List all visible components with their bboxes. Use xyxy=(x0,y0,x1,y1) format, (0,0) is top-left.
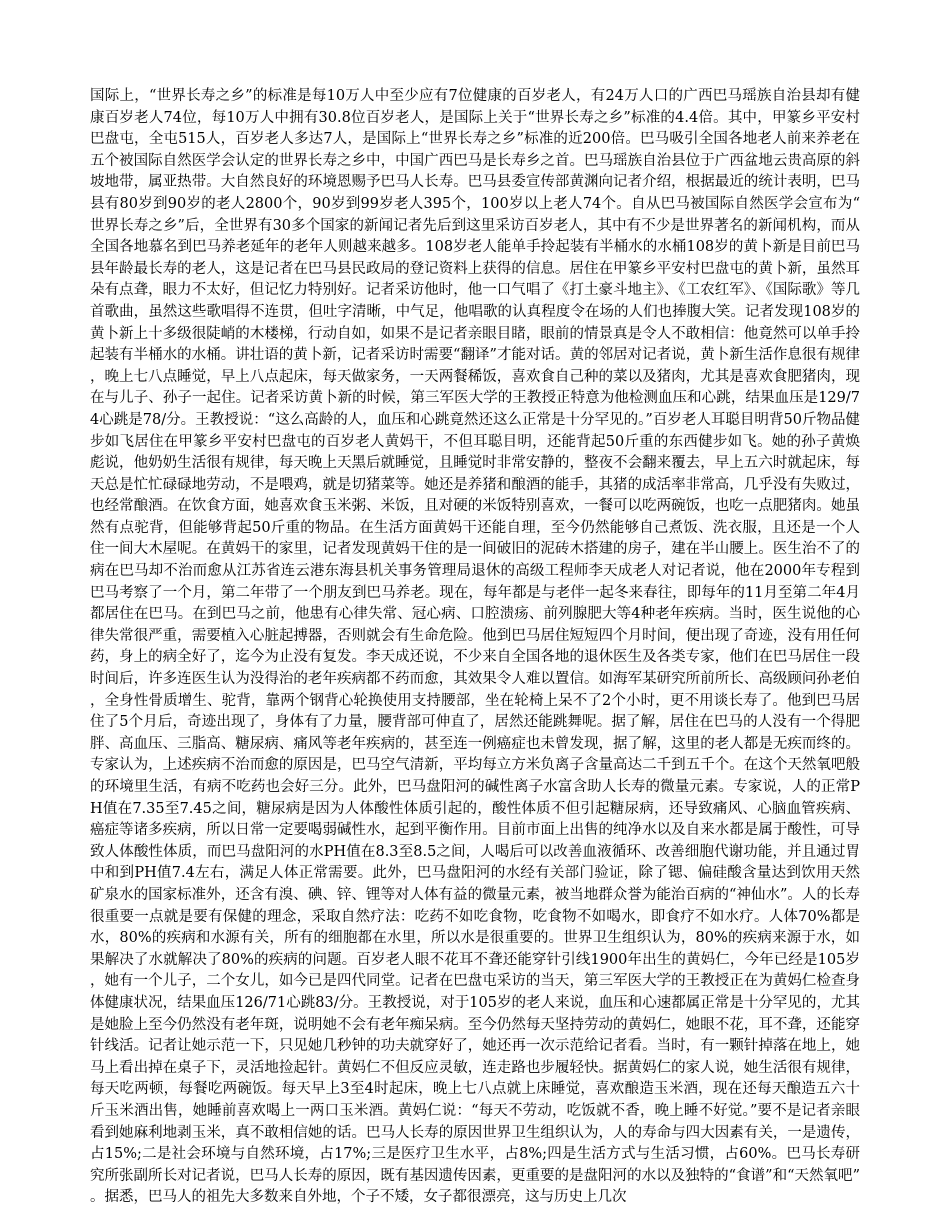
article-body-paragraph: 国际上，“世界长寿之乡”的标准是每10万人中至少应有7位健康的百岁老人，有24万人口的广西巴马瑶族自治县却有健康百岁老人74位，每10万人中拥有30.8位百岁老人，是国际上关于“世界长寿之乡”标准的4.4倍。其中，甲篆乡平安村巴盘屯，全屯515人，百岁老人多达7人，是国际上“世界长寿之乡”标准的近200倍。巴马吸引全国各地老人前来养老在五个被国际自然医学会认定的世界长寿之乡中，中国广西巴马是长寿乡之首。巴马瑶族自治县位于广西盆地云贵高原的斜坡地带，属亚热带。大自然良好的环境恩赐予巴马人长寿。巴马县委宣传部黄渊向记者介绍，根据最近的统计表明，巴马县有80岁到90岁的老人2800个，90岁到99岁老人395个，100岁以上老人74个。自从巴马被国际自然医学会宣布为“世界长寿之乡”后，全世界有30多个国家的新闻记者先后到这里采访百岁老人，其中有不少是世界著名的新闻机构，而从全国各地慕名到巴马养老延年的老年人则越来越多。108岁老人能单手拎起装有半桶水的水桶108岁的黄卜新是目前巴马县年龄最长寿的老人，这是记者在巴马县民政局的登记资料上获得的信息。居住在甲篆乡平安村巴盘屯的黄卜新，虽然耳朵有点聋，眼力不太好，但记忆力特别好。记者采访他时，他一口气唱了《打土豪斗地主》、《工农红军》、《国际歌》等几首歌曲，虽然这些歌唱得不连贯，但吐字清晰，中气足，他唱歌的认真程度令在场的人们也捧腹大笑。记者发现108岁的黄卜新上十多级很陡峭的木楼梯，行动自如，如果不是记者亲眼目睹，眼前的情景真是令人不敢相信：他竟然可以单手拎起装有半桶水的水桶。讲壮语的黄卜新，记者采访时需要“翻译”才能对话。黄的邻居对记者说，黄卜新生活作息很有规律，晚上七八点睡觉，早上八点起床，每天做家务，一天两餐稀饭，喜欢食自己种的菜以及猪肉，尤其是喜欢食肥猪肉，现在与儿子、孙子一起住。记者采访黄卜新的时候，第三军医大学的王教授正特意为他检测血压和心跳，结果血压是129/74心跳是78/分。王教授说：“这么高龄的人，血压和心跳竟然还这么正常是十分罕见的。”百岁老人耳聪目明背50斤物品健步如飞居住在甲篆乡平安村巴盘屯的百岁老人黄妈干，不但耳聪目明，还能背起50斤重的东西健步如飞。她的孙子黄焕彪说，他奶奶生活很有规律，每天晚上天黑后就睡觉，且睡觉时非常安静的，整夜不会翻来覆去，早上五六时就起床，每天总是忙忙碌碌地劳动，不是喂鸡，就是切猪菜等。她还是养猪和酿酒的能手，其猪的成活率非常高，几乎没有失败过，也经常酿酒。在饮食方面，她喜欢食玉米粥、米饭，且对硬的米饭特别喜欢，一餐可以吃两碗饭，也吃一点肥猪肉。她虽然有点驼背，但能够背起50斤重的物品。在生活方面黄妈干还能自理，至今仍然能够自己煮饭、洗衣服，且还是一个人住一间大木屋呢。在黄妈干的家里，记者发现黄妈干住的是一间破旧的泥砖木搭建的房子，建在半山腰上。医生治不了的病在巴马却不治而愈从江苏省连云港东海县机关事务管理局退休的高级工程师李天成老人对记者说，他在2000年专程到巴马考察了一个月，第二年带了一个朋友到巴马养老。现在，每年都是与老伴一起冬来春往，即每年的11月至第二年4月都居住在巴马。在到巴马之前，他患有心律失常、冠心病、口腔溃疡、前列腺肥大等4种老年疾病。当时，医生说他的心律失常很严重，需要植入心脏起搏器，否则就会有生命危险。他到巴马居住短短四个月时间，便出现了奇迹，没有用任何药，身上的病全好了，迄今为止没有复发。李天成还说，不少来自全国各地的退休医生及各类专家，他们在巴马居住一段时间后，许多连医生认为没得治的老年疾病都不药而愈，其效果令人难以置信。如海军某研究所前所长、高级顾问孙老伯，全身性骨质增生、驼背，靠两个钢背心轮换使用支持腰部，坐在轮椅上呆不了2个小时，更不用谈长寿了。他到巴马居住了5个月后，奇迹出现了，身体有了力量，腰背部可伸直了，居然还能跳舞呢。据了解，居住在巴马的人没有一个得肥胖、高血压、三脂高、糖尿病、痛风等老年疾病的，甚至连一例癌症也未曾发现，据了解，这里的老人都是无疾而终的。专家认为，上述疾病不治而愈的原因是，巴马空气清新，平均每立方米负离子含量高达二千到五千个。在这个天然氧吧般的环境里生活，有病不吃药也会好三分。此外，巴马盘阳河的碱性离子水富含助人长寿的微量元素。专家说，人的正常PH值在7.35至7.45之间，糖尿病是因为人体酸性体质引起的，酸性体质不但引起糖尿病，还导致痛风、心脑血管疾病、癌症等诸多疾病，所以日常一定要喝弱碱性水，起到平衡作用。目前市面上出售的纯净水以及自来水都是属于酸性，可导致人体酸性体质，而巴马盘阳河的水PH值在8.3至8.5之间，人喝后可以改善血液循环、改善细胞代谢功能，并且通过胃中和到PH值7.4左右，满足人体正常需要。此外，巴马盘阳河的水经有关部门验证，除了锶、偏硅酸含量达到饮用天然矿泉水的国家标准外，还含有溴、碘、锌、锂等对人体有益的微量元素，被当地群众誉为能治百病的“神仙水”。人的长寿很重要一点就是要有保健的理念，采取自然疗法：吃药不如吃食物，吃食物不如喝水，即食疗不如水疗。人体70%都是水，80%的疾病和水源有关，所有的细胞都在水里，所以水是很重要的。世界卫生组织认为，80%的疾病来源于水，如果解决了水就解决了80%的疾病的问题。百岁老人眼不花耳不聋还能穿针引线1900年出生的黄妈仁，今年已经是105岁，她有一个儿子，二个女儿，如今已是四代同堂。记者在巴盘屯采访的当天，第三军医大学的王教授正在为黄妈仁检查身体健康状况，结果血压126/71心跳83/分。王教授说，对于105岁的老人来说，血压和心速都属正常是十分罕见的，尤其是她脸上至今仍然没有老年斑，说明她不会有老年痴呆病。至今仍然每天坚持劳动的黄妈仁，她眼不花，耳不聋，还能穿针线活。记者让她示范一下，只见她几秒钟的功夫就穿好了，她还再一次示范给记者看。当时，有一颗针掉落在地上，她马上看出掉在桌子下，灵活地捡起针。黄妈仁不但反应灵敏，连走路也步履轻快。据黄妈仁的家人说，她生活很有规律，每天吃两顿，每餐吃两碗饭。每天早上3至4时起床，晚上七八点就上床睡觉，喜欢酿造玉米酒，现在还每天酿造五六十斤玉米酒出售，她睡前喜欢喝上一两口玉米酒。黄妈仁说：“每天不劳动，吃饭就不香，晚上睡不好觉。”要不是记者亲眼看到她麻利地剥玉米，真不敢相信她的话。巴马人长寿的原因世界卫生组织认为，人的寿命与四大因素有关，一是遗传，占15%;二是社会环境与自然环境，占17%;三是医疗卫生水平，占8%;四是生活方式与生活习惯，占60%。巴马长寿研究所张副所长对记者说，巴马人长寿的原因，既有基因遗传因素，更重要的是盘阳河的水以及独特的“食谱”和“天然氧吧”。据悉，巴马人的祖先大多数来自外地，个子不矮，女子都很漂亮，这与历史上几次 xyxy=(90,88,860,1206)
